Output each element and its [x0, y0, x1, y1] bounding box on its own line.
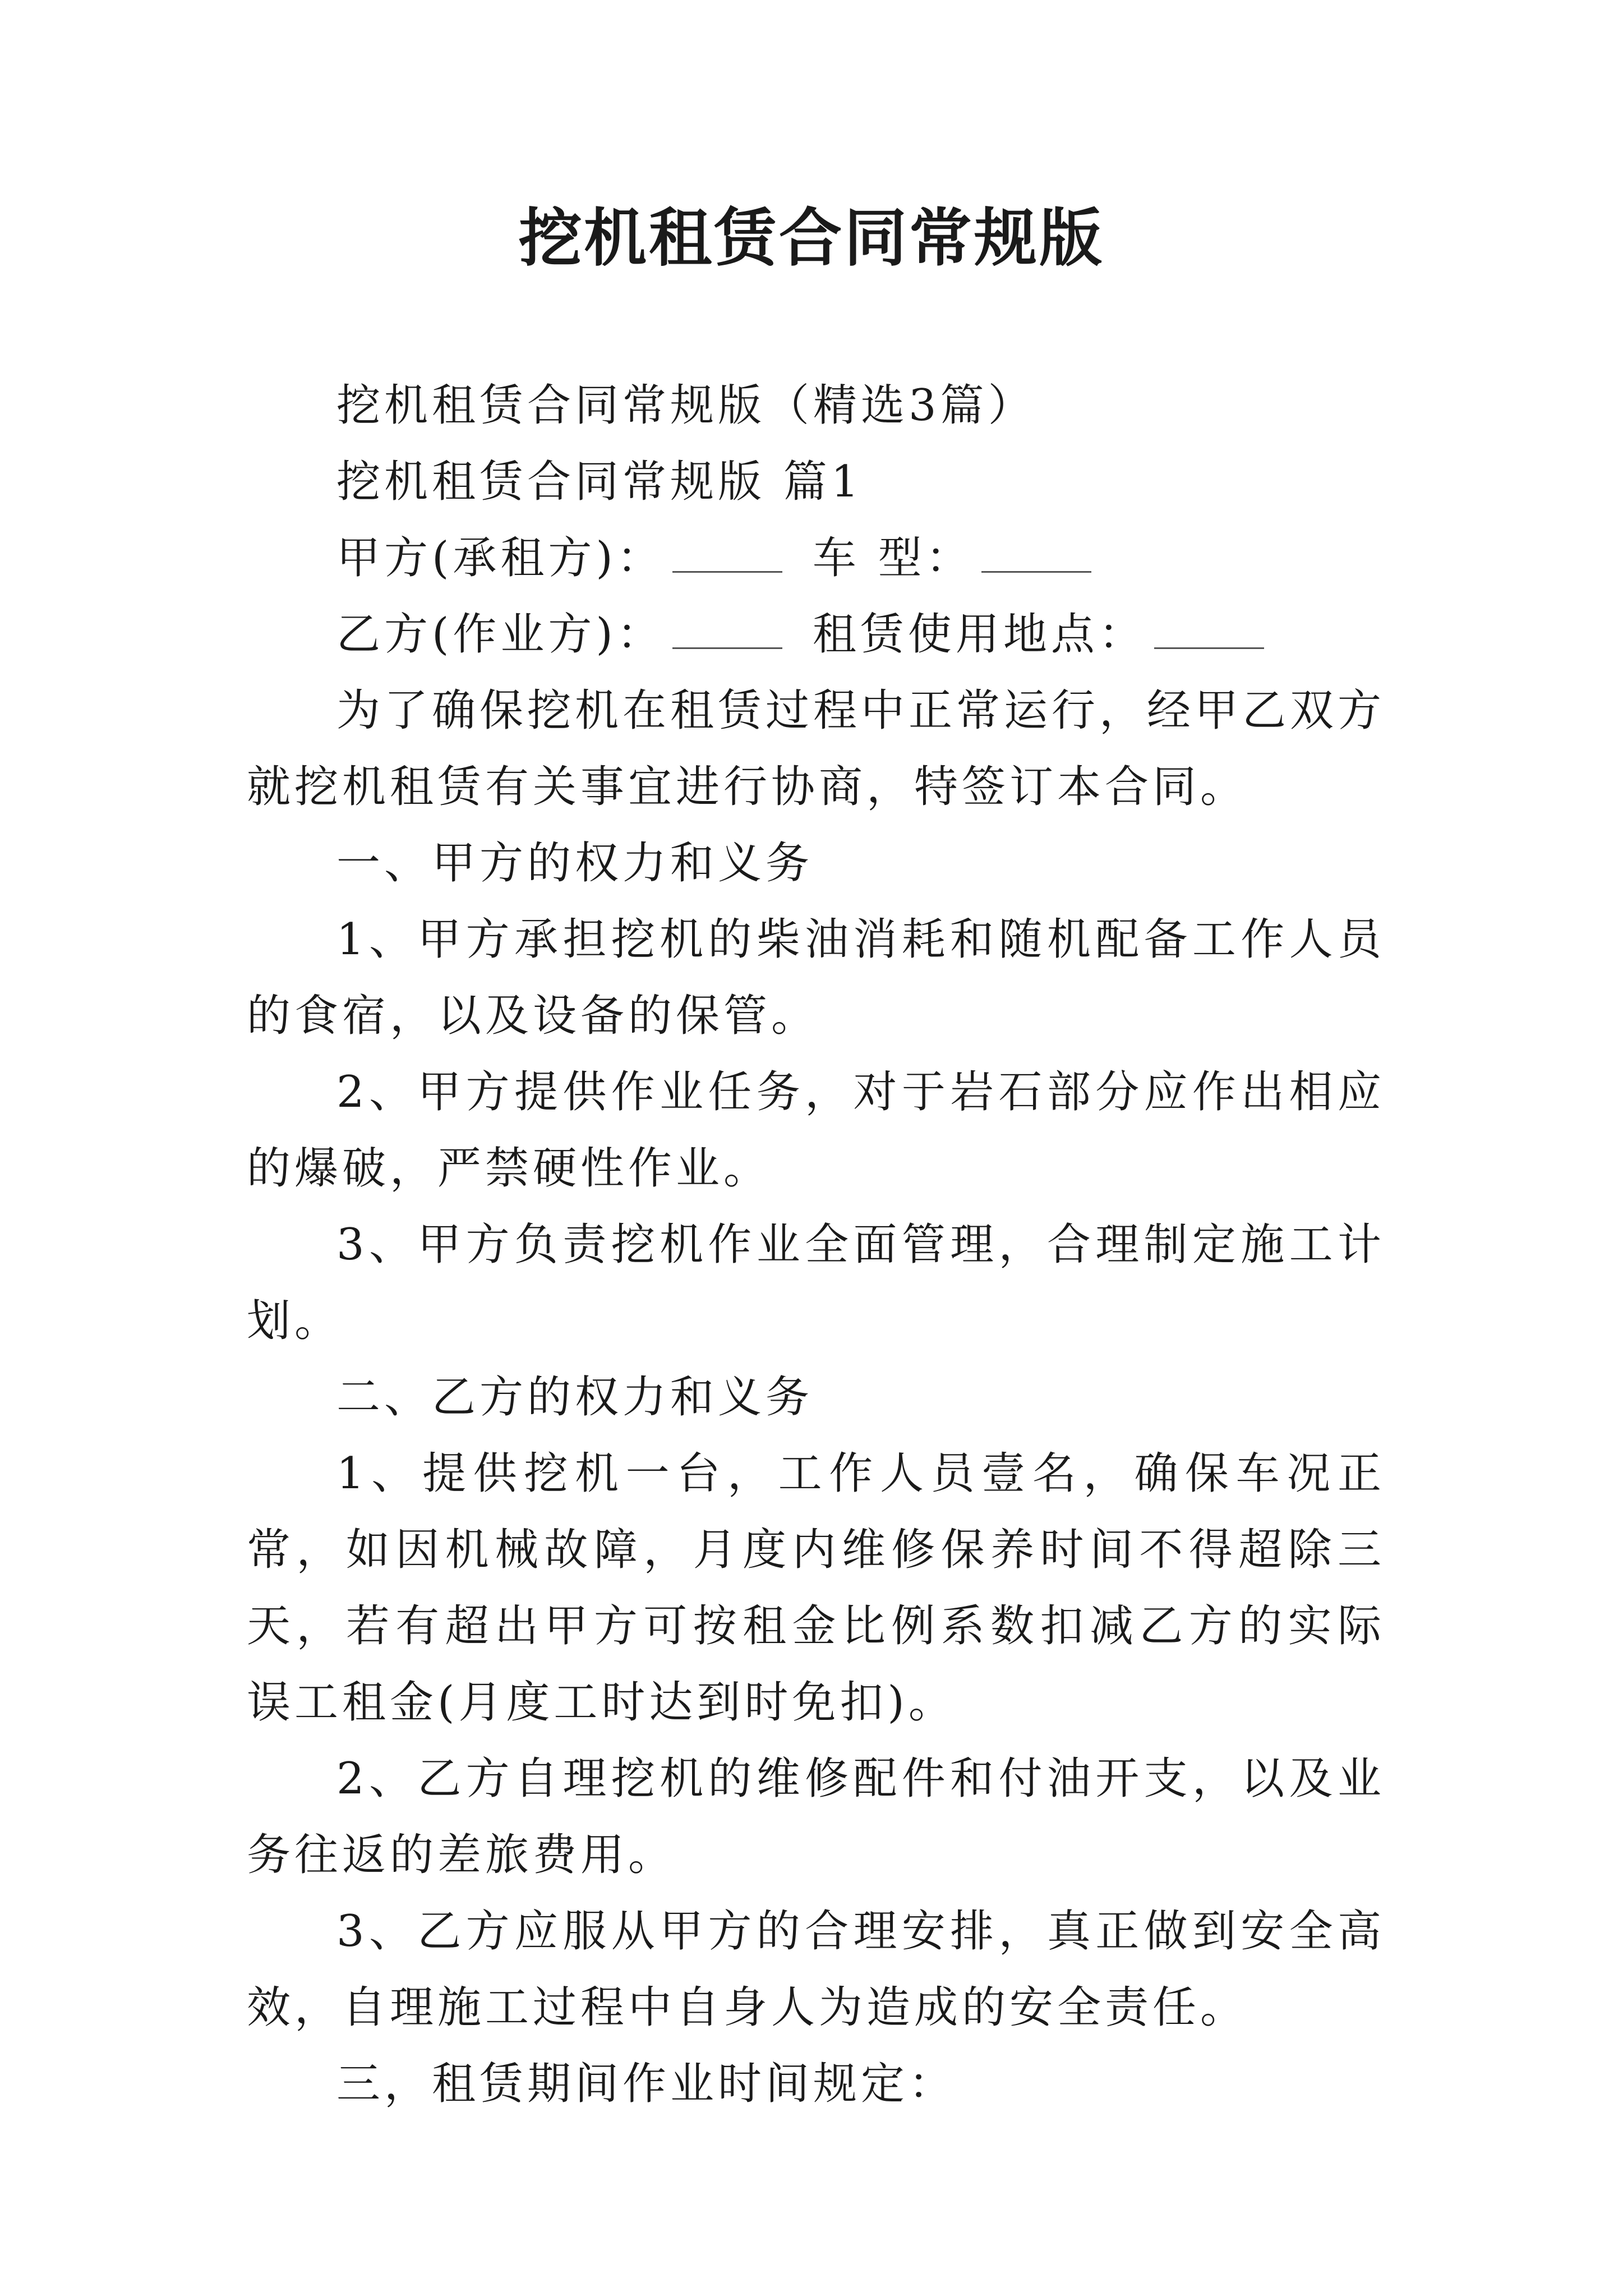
- location-blank: [1154, 614, 1264, 649]
- section2-item: 1、提供挖机一台，工作人员壹名，确保车况正常，如因机械故障，月度内维修保养时间不得超除三天，若有超出甲方可按租金比例系数扣减乙方的实际误工租金(月度工时达到时免扣)。: [247, 1448, 1385, 1728]
- party-a-label: 甲方(承租方)：: [336, 533, 665, 583]
- document-subtitle: 挖机租赁合同常规版（精选3篇）: [336, 380, 1036, 431]
- section1-item: 3、甲方负责挖机作业全面管理，合理制定施工计划。: [247, 1220, 1385, 1346]
- section1-item: 1、甲方承担挖机的柴油消耗和随机配备工作人员的食宿，以及设备的保管。: [247, 914, 1385, 1041]
- vehicle-label: 车 型：: [812, 533, 974, 583]
- vehicle-blank: [981, 537, 1091, 573]
- section2-heading: 二、乙方的权力和义务: [336, 1372, 814, 1423]
- party-b-label: 乙方(作业方)：: [336, 609, 665, 660]
- document-body: [247, 367, 1385, 2122]
- location-label: 租赁使用地点：: [812, 609, 1146, 660]
- party-b-line: [247, 596, 1385, 673]
- section2-item: 3、乙方应服从甲方的合理安排，真正做到安全高效，自理施工过程中自身人为造成的安全责任。: [247, 1906, 1385, 2033]
- party-b-blank: [672, 614, 782, 649]
- party-a-line: [247, 520, 1385, 596]
- document-title: 挖机租赁合同常规版: [519, 201, 1104, 275]
- section1-item: 2、甲方提供作业任务，对于岩石部分应作出相应的爆破，严禁硬性作业。: [247, 1067, 1385, 1194]
- intro-paragraph: 为了确保挖机在租赁过程中正常运行，经甲乙双方就挖机租赁有关事宜进行协商，特签订本合同。: [247, 685, 1386, 812]
- section3-heading: 三，租赁期间作业时间规定：: [336, 2059, 957, 2109]
- part-heading: 挖机租赁合同常规版 篇1: [336, 457, 863, 507]
- section1-heading: 一、甲方的权力和义务: [336, 838, 814, 889]
- party-a-blank: [672, 537, 782, 573]
- section2-item: 2、乙方自理挖机的维修配件和付油开支，以及业务往返的差旅费用。: [247, 1754, 1385, 1880]
